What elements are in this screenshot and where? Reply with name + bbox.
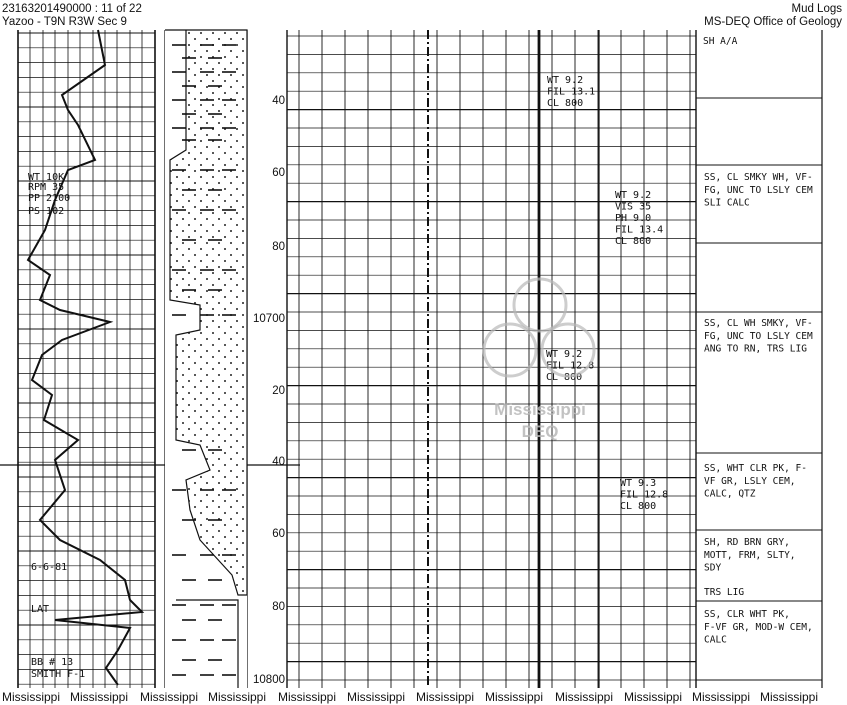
footer-word: Mississippi	[485, 690, 544, 704]
mud-note: FIL 12.8	[546, 360, 595, 372]
drill-rate-curve	[28, 30, 142, 685]
depth-label: 60	[272, 167, 285, 179]
lithology-description: SS, CL WH SMKY, VF-	[704, 318, 813, 329]
depth-label: 80	[272, 241, 285, 253]
lithology-description: SH, RD BRN GRY,	[704, 537, 790, 548]
document-id: 23163201490000 : 11 of 22	[2, 3, 142, 15]
mud-note: CL 800	[547, 98, 584, 109]
footer-word: Mississippi	[70, 690, 129, 704]
lithology-description: SS, CLR WHT PK,	[704, 609, 790, 620]
lithology-description: SS, CL SMKY WH, VF-	[704, 172, 813, 183]
depth-label: 10800	[253, 674, 285, 686]
watermark-circle	[484, 324, 536, 376]
footer-word: Mississippi	[2, 690, 61, 704]
depth-label: 10700	[253, 313, 285, 325]
left-annotation-rpm: RPM 35	[28, 182, 65, 193]
lithology-column	[165, 30, 247, 688]
lithology-description: SH A/A	[703, 36, 738, 47]
depth-label: 20	[272, 385, 285, 397]
log-grid	[0, 30, 822, 688]
lithology-description: MOTT, FRM, SLTY,	[704, 549, 796, 561]
rop-curve	[28, 30, 142, 685]
left-annotation-pp: PP 2100	[28, 193, 71, 204]
footer-word: Mississippi	[278, 690, 337, 704]
left-annotation-date: 6-6-81	[31, 562, 68, 573]
lithology-description: SS, WHT CLR PK, F-	[704, 463, 807, 474]
mud-note: PH 9.0	[615, 213, 652, 224]
left-annotation-wt-10k: WT 10K	[28, 172, 65, 183]
log-annotations	[28, 36, 813, 686]
mud-note: FIL 13.4	[615, 224, 664, 236]
mud-note: WT 9.2	[615, 190, 652, 201]
mud-note: CL 800	[615, 236, 652, 247]
footer-word: Mississippi	[692, 690, 751, 704]
watermark-text: DEQ	[521, 422, 559, 441]
depth-label: 40	[272, 95, 285, 107]
lithology-description: SDY	[704, 562, 722, 574]
mud-note: FIL 13.1	[547, 86, 596, 98]
lithology-description: ANG TO RN, TRS LIG	[704, 343, 807, 355]
footer-word: Mississippi	[624, 690, 683, 704]
depth-label: 60	[272, 528, 285, 540]
lithology-description: SLI CALC	[704, 197, 750, 209]
depth-label: 80	[272, 601, 285, 613]
document-type: Mud Logs	[791, 3, 842, 15]
mud-note: CL 800	[546, 372, 583, 383]
footer-word: Mississippi	[208, 690, 267, 704]
lithology-description: TRS LIG	[704, 587, 745, 598]
watermark-text: Mississippi	[494, 400, 586, 419]
footer-word: Mississippi	[555, 690, 614, 704]
lithology-description: F-VF GR, MOD-W CEM,	[704, 621, 813, 633]
footer-word: Mississippi	[140, 690, 199, 704]
lithology-description: VF GR, LSLY CEM,	[704, 475, 796, 487]
left-annotation-bit: BB # 13	[31, 657, 74, 668]
footer-word: Mississippi	[347, 690, 406, 704]
mud-note: WT 9.3	[620, 478, 657, 489]
left-annotation-lat: LAT	[31, 604, 50, 615]
depth-label: 40	[272, 456, 285, 468]
footer-strip	[0, 690, 847, 705]
mud-note: WT 9.2	[547, 75, 584, 86]
lithology-description: CALC, QTZ	[704, 488, 756, 500]
mud-note: CL 800	[620, 501, 657, 512]
agency-name: MS-DEQ Office of Geology	[704, 16, 842, 28]
lithology-description: FG, UNC TO LSLY CEM	[704, 184, 813, 196]
mud-note: FIL 12.8	[620, 489, 669, 501]
lithology-description: FG, UNC TO LSLY CEM	[704, 330, 813, 342]
footer-word: Mississippi	[760, 690, 819, 704]
well-location: Yazoo - T9N R3W Sec 9	[2, 16, 127, 28]
mud-note: VIS 35	[615, 201, 652, 213]
lithology-description: CALC	[704, 634, 727, 646]
left-annotation-ps: PS 102	[28, 206, 65, 217]
mud-note: WT 9.2	[546, 349, 583, 360]
left-annotation-smith: SMITH F-1	[31, 669, 86, 680]
footer-word: Mississippi	[416, 690, 475, 704]
